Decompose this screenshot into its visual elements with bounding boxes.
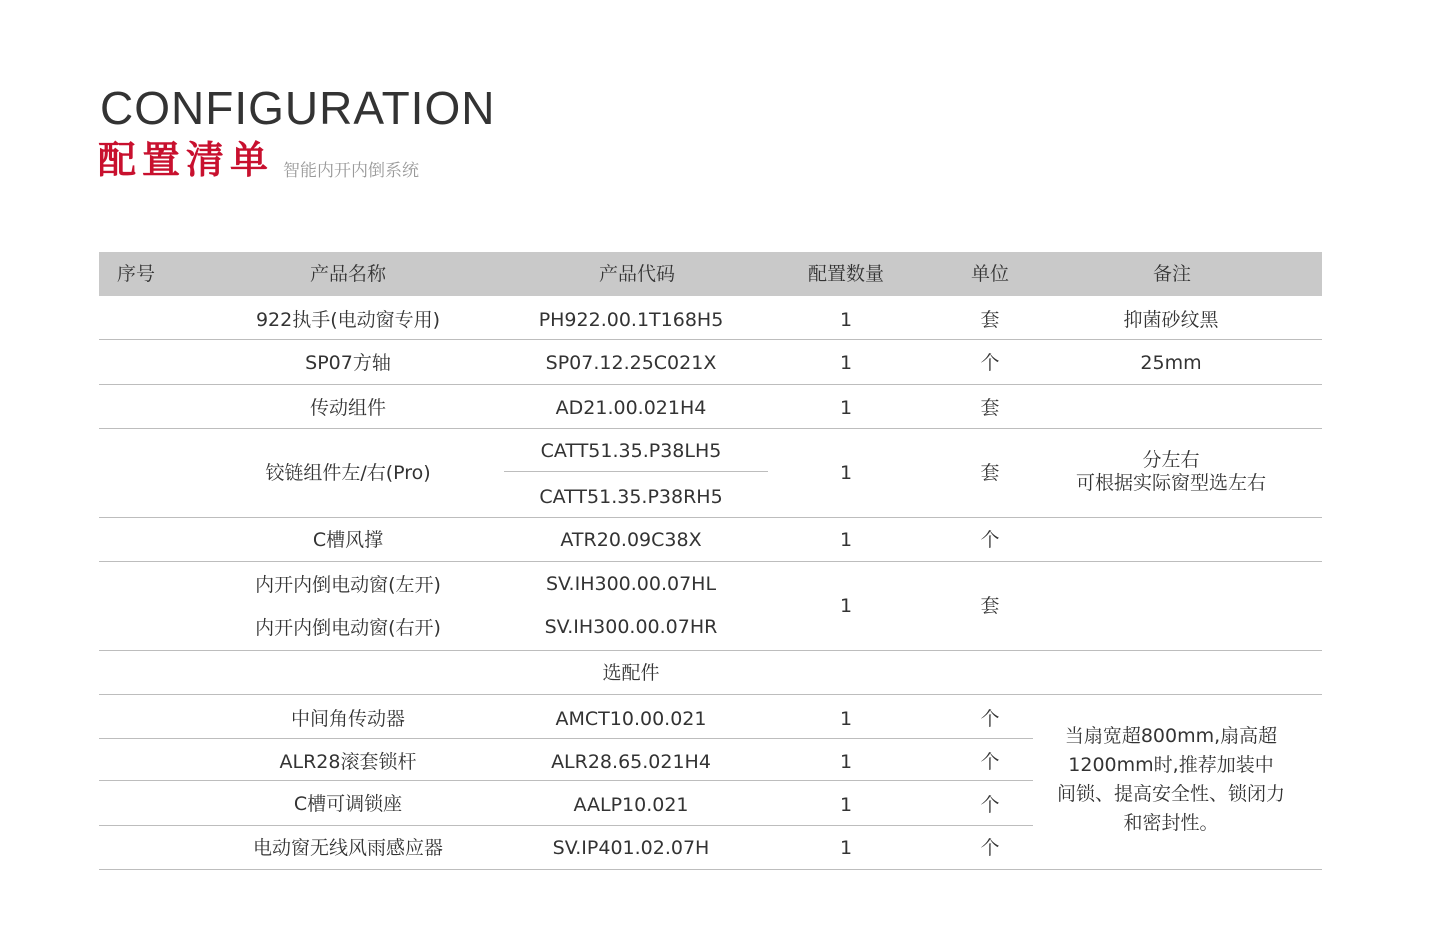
quantity: 1 xyxy=(839,708,853,730)
row-divider xyxy=(99,561,1322,562)
note: 抑菌砂纹黑 xyxy=(1123,309,1219,331)
row-divider xyxy=(99,780,1033,781)
header-product-name: 产品名称 xyxy=(309,263,386,285)
product-name: SP07方轴 xyxy=(305,352,391,374)
row-divider xyxy=(99,384,1322,385)
unit: 套 xyxy=(980,462,1000,484)
product-code: CATT51.35.P38RH5 xyxy=(539,486,723,508)
product-name: C槽风撑 xyxy=(312,529,384,551)
header-quantity: 配置数量 xyxy=(807,263,884,285)
optional-section-label: 选配件 xyxy=(602,662,660,684)
optional-note xyxy=(1046,722,1296,838)
note-line: 间锁、提高安全性、锁闭力 xyxy=(1056,783,1285,805)
product-name: C槽可调锁座 xyxy=(293,793,403,815)
header-index: 序号 xyxy=(116,263,155,285)
product-code: ALR28.65.021H4 xyxy=(551,751,711,773)
header-unit: 单位 xyxy=(970,263,1009,285)
unit: 套 xyxy=(980,309,1000,331)
unit: 个 xyxy=(980,794,1000,816)
quantity: 1 xyxy=(839,794,853,816)
unit: 个 xyxy=(980,352,1000,374)
table-bottom-border xyxy=(99,869,1322,870)
row-divider xyxy=(99,517,1322,518)
row-divider xyxy=(99,428,1322,429)
row-divider xyxy=(99,825,1033,826)
product-code: PH922.00.1T168H5 xyxy=(538,309,724,331)
page-title-en: CONFIGURATION xyxy=(100,82,496,134)
unit: 套 xyxy=(980,397,1000,419)
product-code: SV.IP401.02.07H xyxy=(552,837,710,859)
note-line: 分左右 xyxy=(1142,449,1200,471)
note-line: 和密封性。 xyxy=(1123,812,1219,834)
product-code: SV.IH300.00.07HR xyxy=(544,616,718,638)
unit: 套 xyxy=(980,595,1000,617)
product-name: 内开内倒电动窗(右开) xyxy=(255,617,441,639)
row-divider xyxy=(99,738,1033,739)
quantity: 1 xyxy=(839,751,853,773)
note xyxy=(1051,449,1291,495)
product-code: SV.IH300.00.07HL xyxy=(545,573,717,595)
product-name: 铰链组件左/右(Pro) xyxy=(265,462,431,484)
product-code: SP07.12.25C021X xyxy=(545,352,717,374)
note: 25mm xyxy=(1140,352,1202,374)
quantity: 1 xyxy=(839,352,853,374)
quantity: 1 xyxy=(839,397,853,419)
quantity: 1 xyxy=(839,529,853,551)
quantity: 1 xyxy=(839,462,853,484)
note-line: 1200mm时,推荐加装中 xyxy=(1068,754,1274,776)
header-product-code: 产品代码 xyxy=(598,263,675,285)
product-name: 电动窗无线风雨感应器 xyxy=(252,837,443,859)
product-code: CATT51.35.P38LH5 xyxy=(540,440,722,462)
row-divider xyxy=(99,650,1322,651)
page-title-cn: 配置清单 xyxy=(98,138,275,182)
code-divider xyxy=(504,471,768,472)
product-code: ATR20.09C38X xyxy=(560,529,702,551)
product-name: 内开内倒电动窗(左开) xyxy=(255,574,441,596)
unit: 个 xyxy=(980,708,1000,730)
product-name: 传动组件 xyxy=(309,397,386,419)
row-divider xyxy=(99,694,1322,695)
unit: 个 xyxy=(980,529,1000,551)
header-note: 备注 xyxy=(1152,263,1191,285)
quantity: 1 xyxy=(839,309,853,331)
page-subtitle: 智能内开内倒系统 xyxy=(283,161,419,181)
row-divider xyxy=(99,339,1322,340)
note-line: 当扇宽超800mm,扇高超 xyxy=(1064,725,1278,747)
product-code: AALP10.021 xyxy=(573,794,689,816)
product-code: AD21.00.021H4 xyxy=(555,397,707,419)
note-line: 可根据实际窗型选左右 xyxy=(1075,472,1266,494)
product-code: AMCT10.00.021 xyxy=(555,708,707,730)
product-name: ALR28滚套锁杆 xyxy=(279,751,417,773)
quantity: 1 xyxy=(839,837,853,859)
unit: 个 xyxy=(980,837,1000,859)
product-name: 中间角传动器 xyxy=(290,708,405,730)
unit: 个 xyxy=(980,751,1000,773)
quantity: 1 xyxy=(839,595,853,617)
product-name: 922执手(电动窗专用) xyxy=(255,309,441,331)
